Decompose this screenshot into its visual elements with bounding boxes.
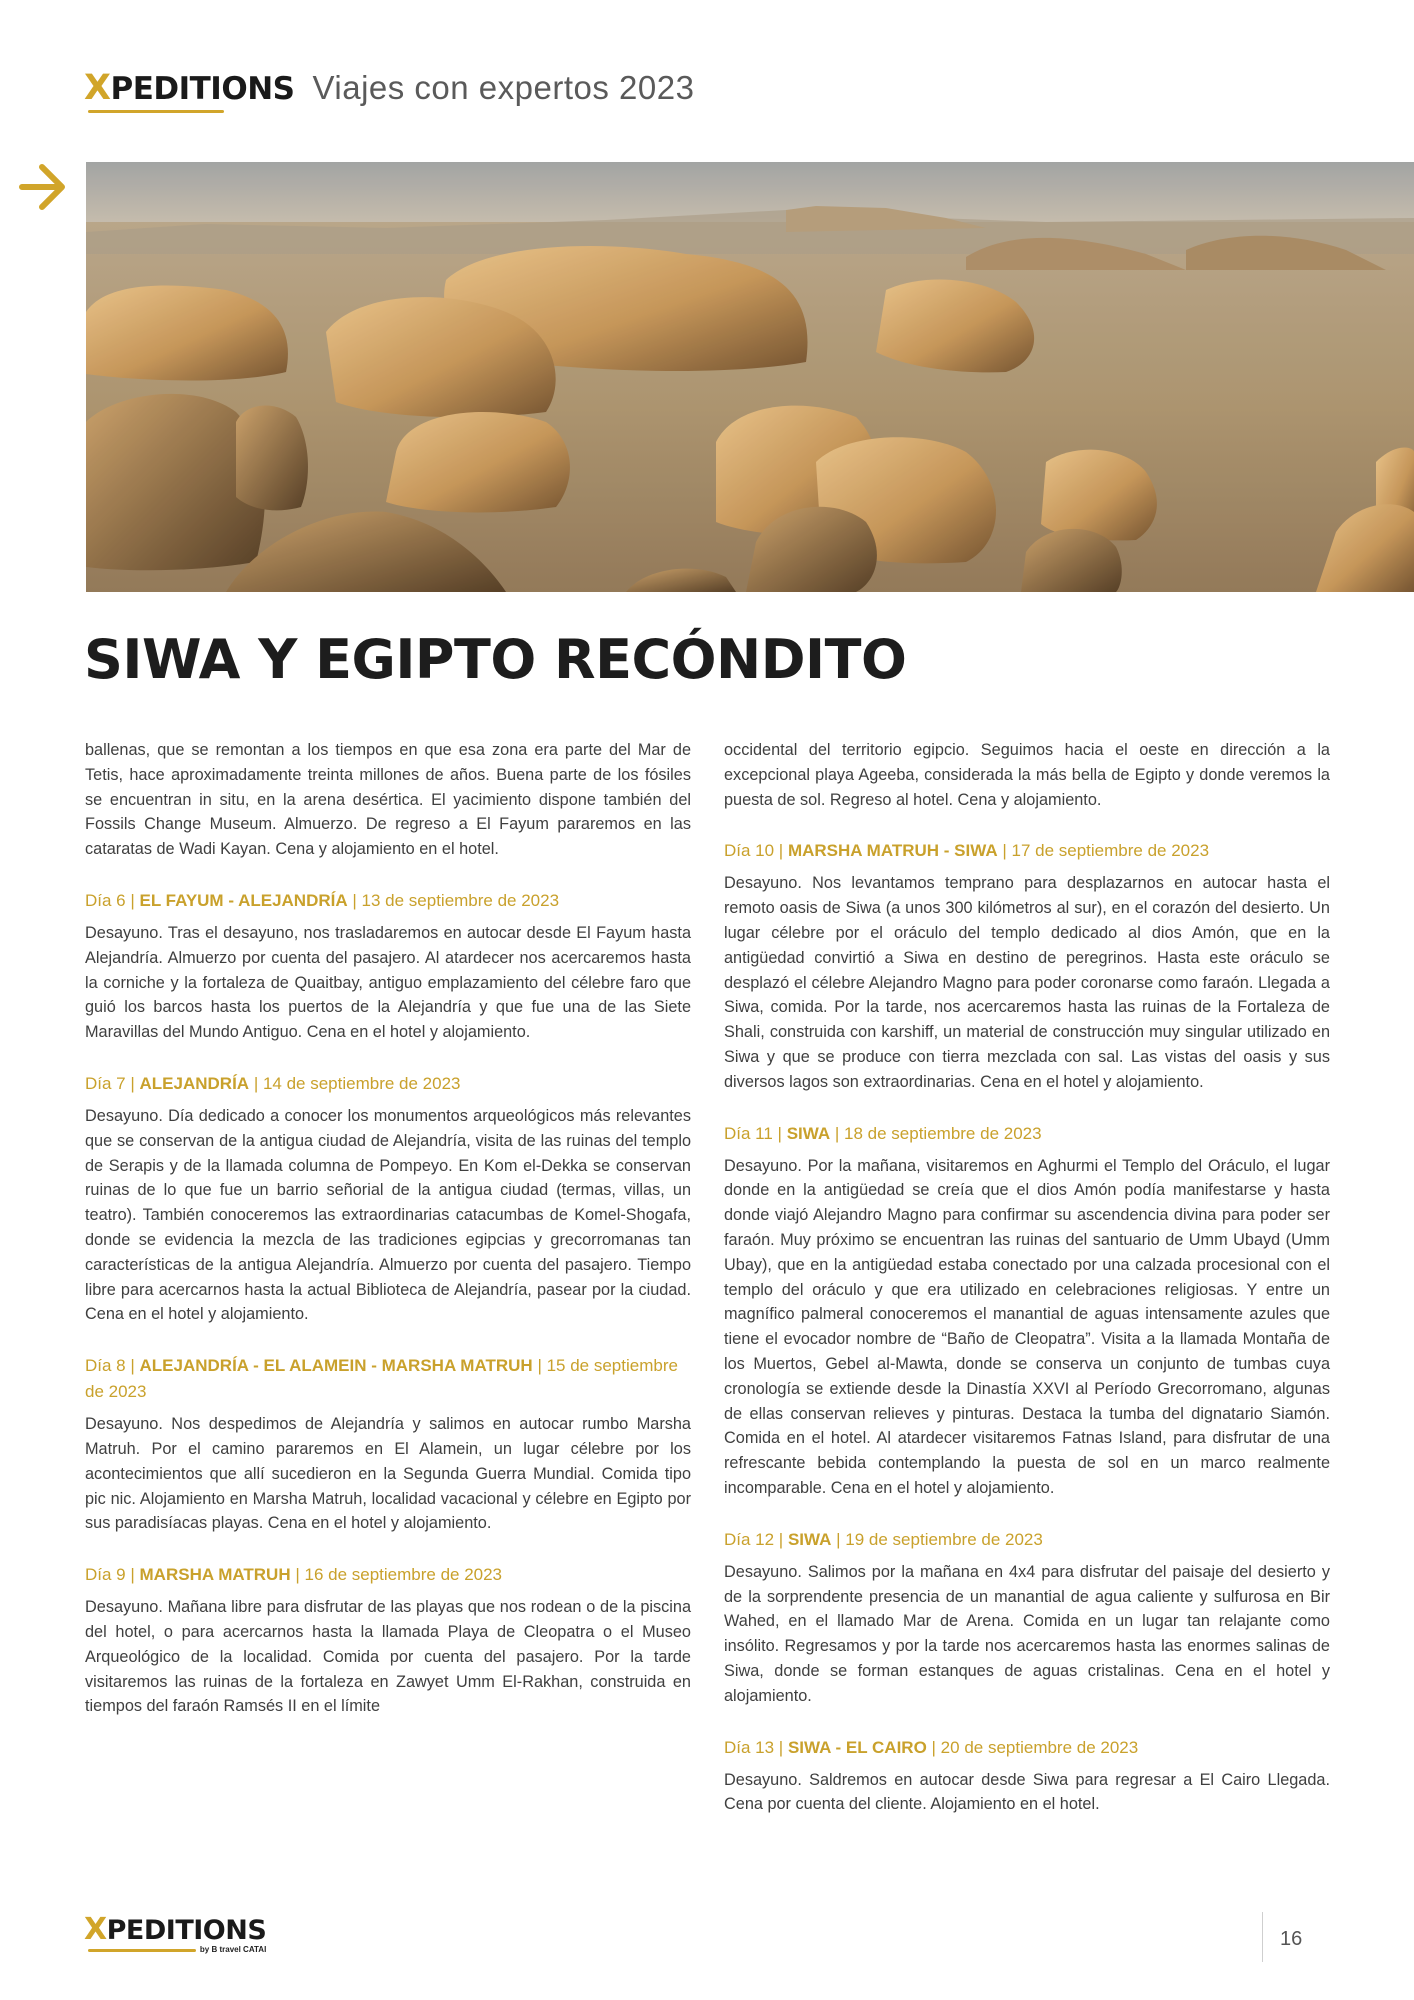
logo-x-letter: X bbox=[84, 68, 111, 108]
day-10-text: Desayuno. Nos levantamos temprano para desplazarnos en autocar hasta el remoto oasis de Siwa (a unos 300 kilómetros al sur), en el corazón del desierto. Un lugar célebre por el oráculo del templo dedicado al dios Amón, que en la antigüedad convirtió a Siwa en destino de peregrinos. Hasta este oráculo se desplazó el célebre Alejandro Magno para poder coronarse como faraón. Llegada a Siwa, comida. Por la tarde, nos acercaremos hasta las ruinas de la Fortaleza de Shali, construida con karshiff, un material de construcción muy singular utilizado en Siwa y que se produce con tierra mezclada con sal. Las vistas del oasis y sus diversos lagos son extraordinarias. Cena en el hotel y alojamiento. bbox=[724, 874, 1330, 1091]
day-date: | 14 de septiembre de 2023 bbox=[253, 1073, 461, 1093]
day-route: SIWA bbox=[787, 1529, 832, 1549]
desert-landscape-photo bbox=[86, 162, 1414, 592]
day-date: | 15 de septiembre de 2023 bbox=[85, 1356, 678, 1402]
footer-by-line: by B travel CATAI bbox=[199, 1945, 267, 1954]
day-route: ALEJANDRÍA - EL ALAMEIN - MARSHA MATRUH bbox=[139, 1356, 533, 1376]
page-title: SIWA Y EGIPTO RECÓNDITO bbox=[84, 628, 907, 691]
day-7-heading bbox=[85, 1071, 691, 1097]
day-route: EL FAYUM - ALEJANDRÍA bbox=[139, 890, 348, 910]
day-number: Día 6 | bbox=[85, 890, 135, 910]
day-11-heading bbox=[724, 1121, 1330, 1147]
day-11-text: Desayuno. Por la mañana, visitaremos en Aghurmi el Templo del Oráculo, el lugar donde en la antigüedad se creía que el dios Amón podía manifestarse y hasta donde viajó Alejandro Magno para confirmar su ascendencia divina para poder ser faraón. Muy próximo se encuentran las ruinas del santuario de Umm Ubayd (Umm Ubay), que en la antigüedad estaba conectado por una calzada procesional con el templo del oráculo y que era utilizado en celebraciones religiosas. Y entre un magnífico palmeral conoceremos el manantial de aguas intensamente azules que tiene el evocador nombre de “Baño de Cleopatra”. Visita a la llamada Montaña de los Muertos, Gebel al-Mawta, donde se conserva un conjunto de tumbas cuya cronología se extiende desde la Dinastía XXVI al Período Grecorromano, algunas de ellas conservan relieves y pinturas. Destaca la tumba del dignatario Siamón. Comida en el hotel. Al atardecer visitaremos Fatnas Island, para disfrutar de una refrescante bebida contemplando la puesta de sol en un marco realmente incomparable. Cena en el hotel y alojamiento. bbox=[724, 1156, 1330, 1497]
day-number: Día 11 | bbox=[724, 1123, 782, 1143]
day-8-text: Desayuno. Nos despedimos de Alejandría y salimos en autocar rumbo Marsha Matruh. Por el camino pararemos en El Alamein, un lugar célebre por los acontecimientos que allí sucedieron en la Segunda Guerra Mundial. Comida tipo pic nic. Alojamiento en Marsha Matruh, localidad vacacional y célebre en Egipto por sus paradisíacas playas. Cena en el hotel y alojamiento. bbox=[85, 1415, 691, 1533]
day-12-heading bbox=[724, 1527, 1330, 1553]
left-column bbox=[85, 738, 691, 1719]
footer-xpeditions-logo bbox=[84, 1912, 266, 1947]
left-intro-paragraph: ballenas, que se remontan a los tiempos en que esa zona era parte del Mar de Tetis, hace aproximadamente treinta millones de años. Buena parte de los fósiles se encuentran in situ, en la arena desértica. El yacimiento dispone también del Fossils Change Museum. Almuerzo. De regreso a El Fayum pararemos en las cataratas de Wadi Kayan. Cena y alojamiento en el hotel. bbox=[85, 741, 691, 859]
day-date: | 13 de septiembre de 2023 bbox=[352, 890, 560, 910]
right-intro-paragraph: occidental del territorio egipcio. Seguimos hacia el oeste en dirección a la excepcional playa Ageeba, considerada la más bella de Egipto y donde veremos la puesta de sol. Regreso al hotel. Cena y alojamiento. bbox=[724, 741, 1330, 809]
day-9-heading bbox=[85, 1562, 691, 1588]
day-12-text: Desayuno. Salimos por la mañana en 4x4 para disfrutar del paisaje del desierto y de la sorprendente presencia de un manantial de agua caliente y sulfurosa en Bir Wahed, en el llamado Mar de Arena. Comida en un lugar tan relajante como insólito. Regresamos y por la tarde nos acercaremos hasta las enormes salinas de Siwa, donde se forman estanques de aguas cristalinas. Cena en el hotel y alojamiento. bbox=[724, 1562, 1330, 1705]
day-6-heading bbox=[85, 888, 691, 914]
day-route: ALEJANDRÍA bbox=[139, 1073, 250, 1093]
page-number: 16 bbox=[1280, 1928, 1303, 1950]
day-number: Día 12 | bbox=[724, 1529, 784, 1549]
xpeditions-logo bbox=[84, 68, 294, 108]
page-header bbox=[84, 68, 694, 118]
day-route: MARSHA MATRUH - SIWA bbox=[787, 841, 998, 861]
day-route: SIWA bbox=[786, 1123, 831, 1143]
logo-x-letter: X bbox=[84, 1912, 107, 1947]
day-route: SIWA - EL CAIRO bbox=[787, 1737, 927, 1757]
day-date: | 17 de septiembre de 2023 bbox=[1002, 841, 1210, 861]
logo-wordmark: PEDITIONS bbox=[106, 1915, 267, 1946]
day-number: Día 10 | bbox=[724, 841, 784, 861]
arrow-right-icon bbox=[18, 160, 70, 214]
day-8-heading bbox=[85, 1353, 691, 1405]
logo-swoosh bbox=[88, 1949, 196, 1952]
day-7-text: Desayuno. Día dedicado a conocer los monumentos arqueológicos más relevantes que se conservan de la antigua ciudad de Alejandría, visita de las ruinas del templo de Serapis y de la llamada columna de Pompeyo. En Kom el-Dekka se conservan ruinas de lo que fue un barrio señorial de la antigua ciudad (termas, villas, un teatro). También conoceremos las extraordinarias catacumbas de Komel-Shogafa, donde se evidencia la mezcla de las tradiciones egipcias y grecorromanas tan características de la antigua Alejandría. Almuerzo por cuenta del pasajero. Tiempo libre para acercarnos hasta la actual Biblioteca de Alejandría, pasear por la ciudad. Cena en el hotel y alojamiento. bbox=[85, 1106, 691, 1324]
day-date: | 19 de septiembre de 2023 bbox=[836, 1529, 1043, 1549]
day-13-text: Desayuno. Saldremos en autocar desde Siwa para regresar a El Cairo Llegada. Cena por cuenta del cliente. Alojamiento en el hotel. bbox=[724, 1770, 1330, 1814]
logo-swoosh bbox=[88, 110, 224, 113]
day-date: | 16 de septiembre de 2023 bbox=[295, 1565, 503, 1585]
day-number: Día 7 | bbox=[85, 1073, 135, 1093]
day-date: | 20 de septiembre de 2023 bbox=[931, 1737, 1139, 1757]
footer-logo bbox=[84, 1912, 267, 1954]
right-column bbox=[724, 738, 1330, 1817]
day-number: Día 9 | bbox=[85, 1565, 135, 1585]
day-6-text: Desayuno. Tras el desayuno, nos trasladaremos en autocar desde El Fayum hasta Alejandría. Almuerzo por cuenta del pasajero. Al atardecer nos acercaremos hasta la corniche y la fortaleza de Quaitbay, antiguo emplazamiento del célebre faro que guió los barcos hasta los puertos de la Alejandría y que fue una de las Siete Maravillas del Mundo Antiguo. Cena en el hotel y alojamiento. bbox=[85, 923, 691, 1042]
day-route: MARSHA MATRUH bbox=[139, 1565, 291, 1585]
day-date: | 18 de septiembre de 2023 bbox=[834, 1123, 1042, 1143]
day-number: Día 13 | bbox=[724, 1737, 784, 1757]
day-10-heading bbox=[724, 838, 1330, 864]
logo-wordmark: PEDITIONS bbox=[110, 71, 295, 107]
header-subtitle: Viajes con expertos 2023 bbox=[312, 69, 695, 106]
page-number-divider bbox=[1262, 1912, 1263, 1962]
day-9-text: Desayuno. Mañana libre para disfrutar de las playas que nos rodean o de la piscina del hotel, o para acercarnos hasta la llamada Playa de Cleopatra o el Museo Arqueológico de la localidad. Comida por cuenta del pasajero. Por la tarde visitaremos las ruinas de la fortaleza en Zawyet Umm El-Rakhan, construida en tiempos del faraón Ramsés II en el límite bbox=[85, 1598, 691, 1716]
day-13-heading bbox=[724, 1735, 1330, 1761]
day-number: Día 8 | bbox=[85, 1356, 135, 1376]
